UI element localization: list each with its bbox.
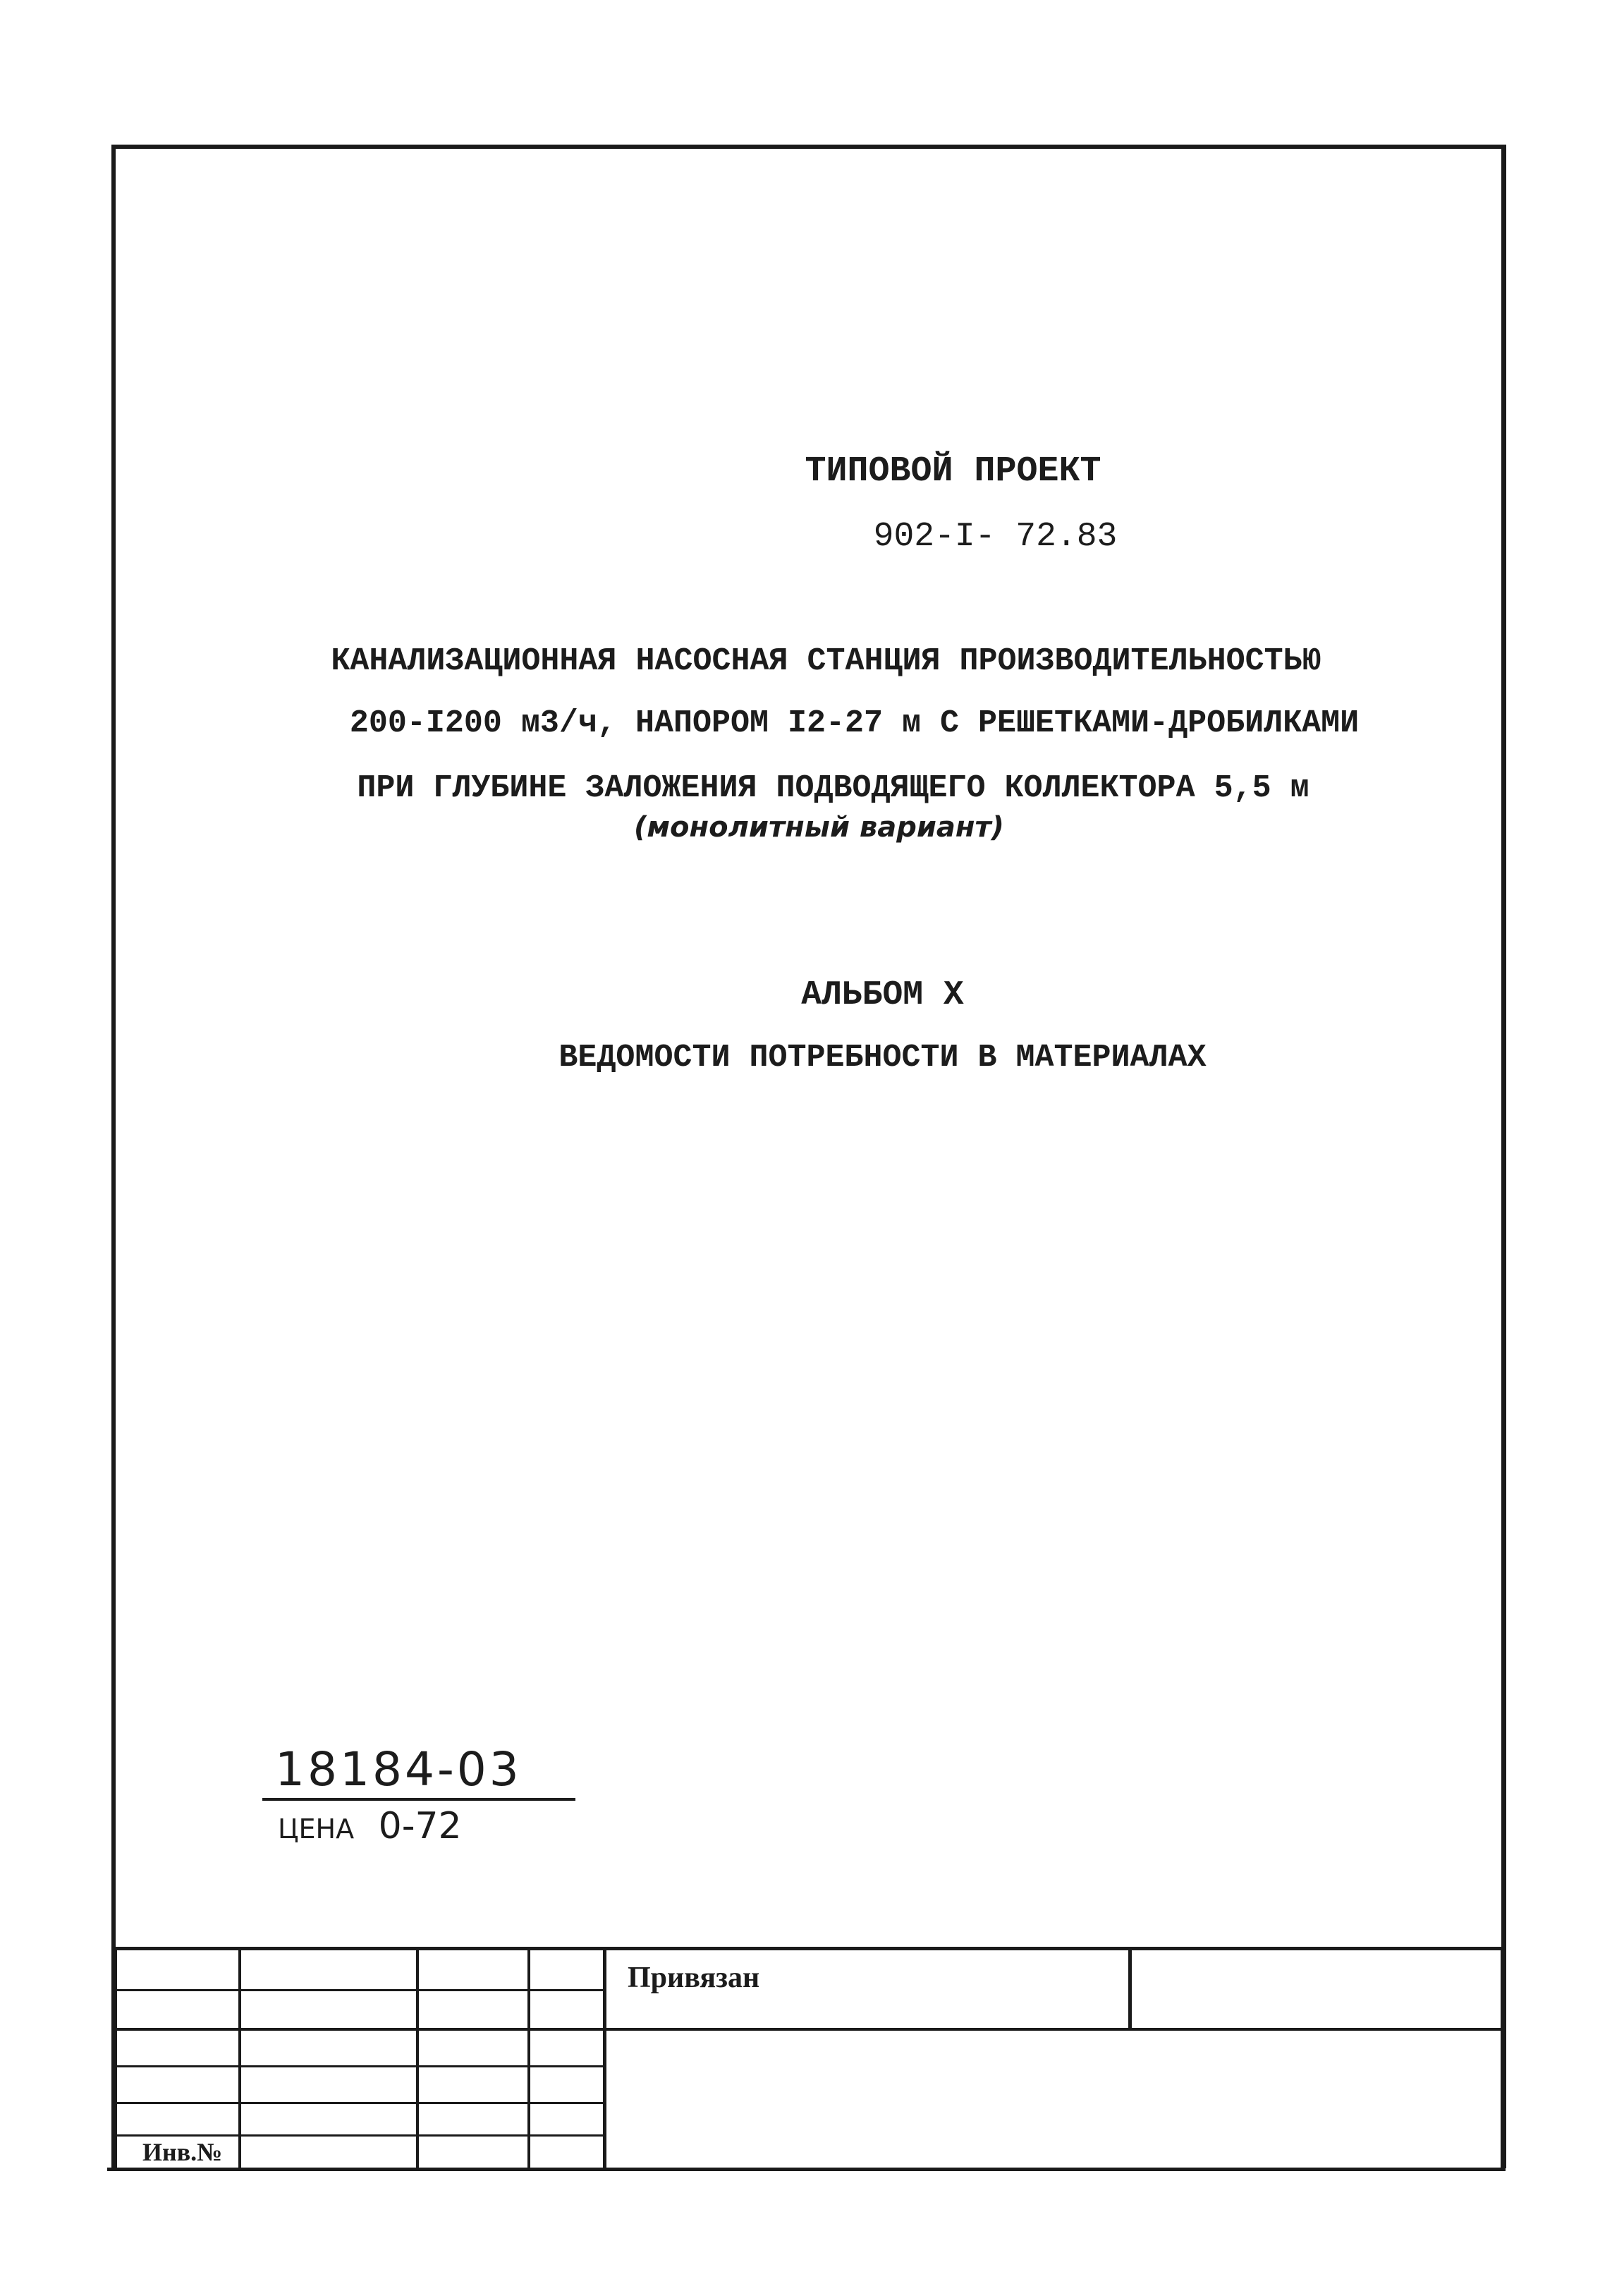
table-rule — [113, 2028, 1506, 2031]
table-rule — [1501, 1947, 1506, 2171]
album-number: АЛЬБОМ X — [801, 976, 964, 1014]
stamp-price — [262, 1805, 575, 1847]
drawing-frame — [111, 145, 1506, 2168]
price-label: ЦЕНА — [278, 1813, 355, 1845]
table-rule — [113, 2065, 606, 2067]
table-rule — [107, 2168, 1506, 2171]
project-type: ТИПОВОЙ ПРОЕКТ — [805, 451, 1101, 492]
table-rule — [113, 2134, 606, 2137]
bound-label: Привязан — [628, 1962, 760, 1994]
table-rule — [1128, 1947, 1132, 2030]
table-rule — [603, 1947, 606, 2171]
subject-line-2: 200-I200 м3/ч, НАПОРОМ I2-27 м С РЕШЕТКАМИ-ДРОБИЛКАМИ — [349, 705, 1360, 741]
project-code: 902-I- 72.83 — [873, 518, 1118, 556]
subject-line-1: КАНАЛИЗАЦИОННАЯ НАСОСНАЯ СТАНЦИЯ ПРОИЗВОДИТЕЛЬНОСТЬЮ — [331, 643, 1321, 679]
table-rule — [113, 1947, 117, 2171]
album-name: ВЕДОМОСТИ ПОТРЕБНОСТИ В МАТЕРИАЛАХ — [558, 1040, 1207, 1076]
table-rule — [113, 1989, 606, 1991]
catalog-stamp — [262, 1742, 575, 1847]
title-block-table — [113, 1947, 1506, 2171]
price-value: 0-72 — [378, 1805, 462, 1847]
stamp-number: 18184-03 — [262, 1742, 575, 1801]
handwritten-note: (монолитный вариант) — [634, 811, 1004, 844]
table-rule — [527, 1947, 530, 2171]
inventory-label: Инв.№ — [142, 2138, 223, 2166]
table-rule — [113, 2102, 606, 2104]
table-rule — [238, 1947, 241, 2171]
table-rule — [113, 1947, 1506, 1950]
subject-line-3: ПРИ ГЛУБИНЕ ЗАЛОЖЕНИЯ ПОДВОДЯЩЕГО КОЛЛЕКТОРА 5,5 м — [357, 770, 1309, 806]
table-rule — [416, 1947, 419, 2171]
